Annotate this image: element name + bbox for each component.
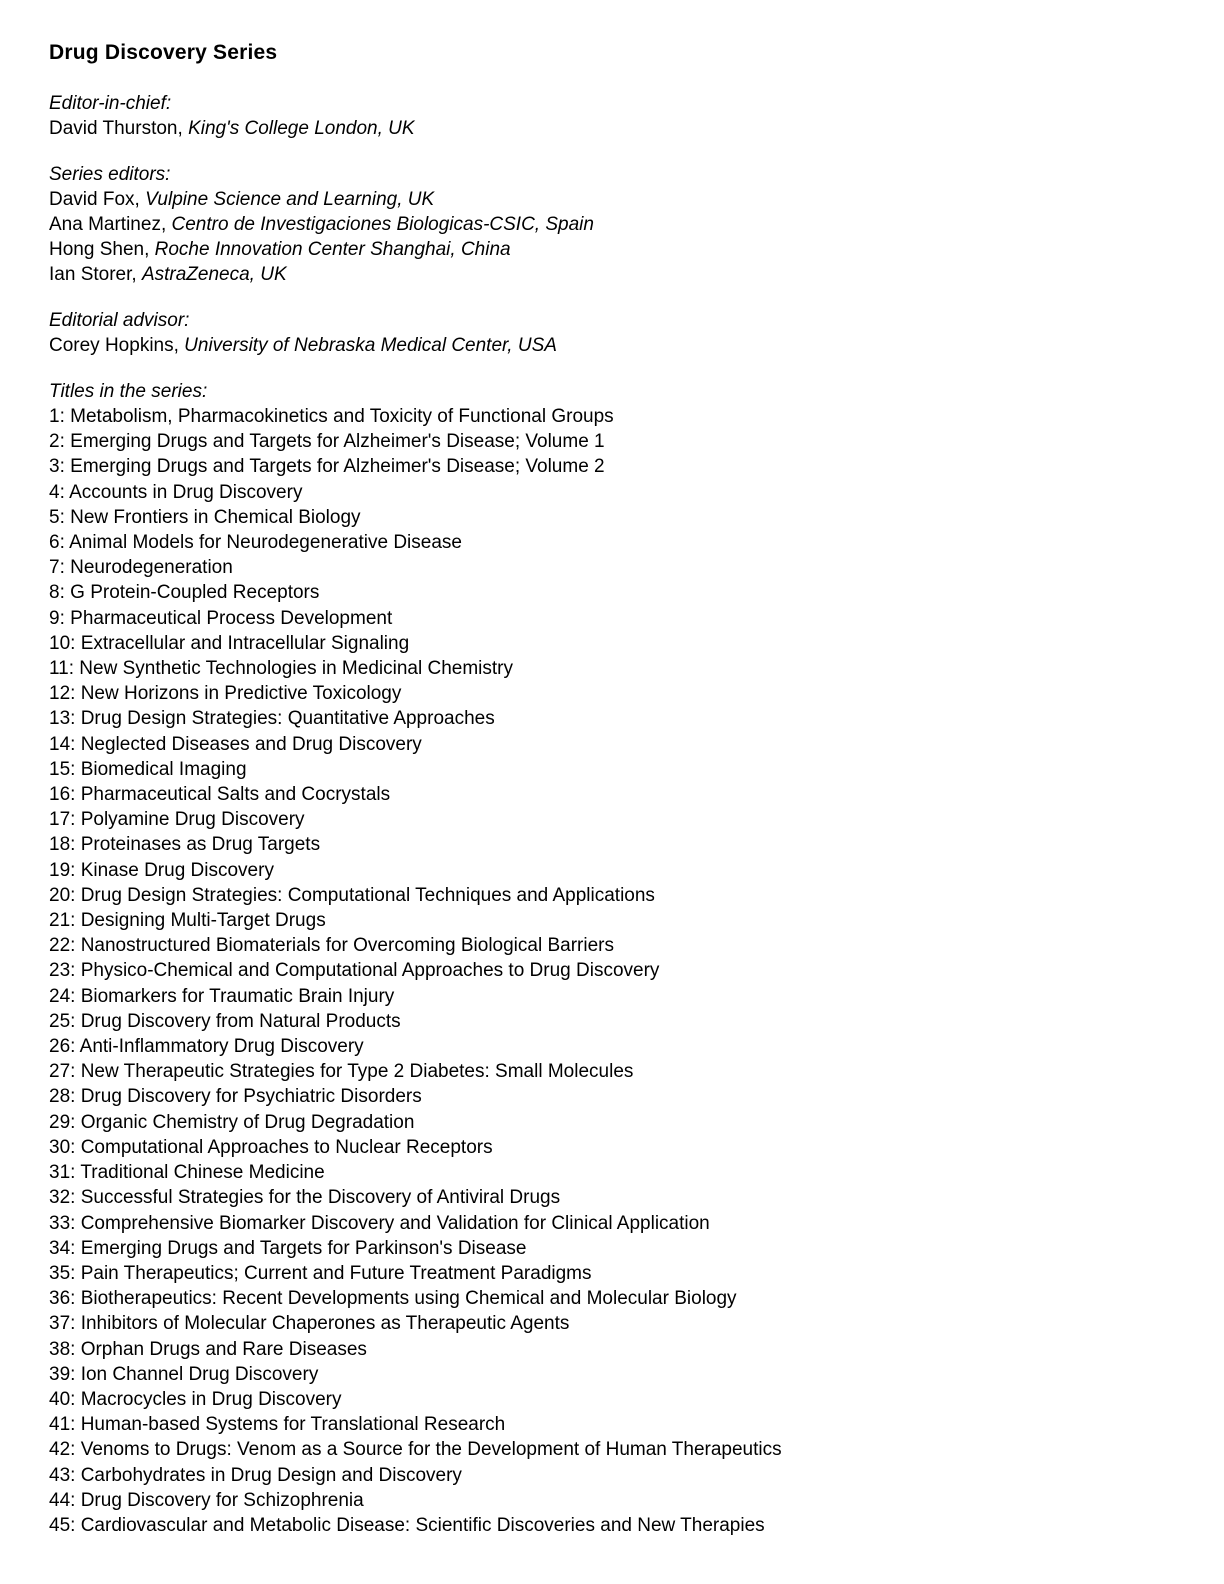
series-title-item xyxy=(49,480,1175,505)
series-title-text: Pharmaceutical Salts and Cocrystals xyxy=(80,784,391,806)
series-title-text: Macrocycles in Drug Discovery xyxy=(80,1388,342,1410)
series-title-item xyxy=(49,858,1175,883)
series-title-item xyxy=(49,1362,1175,1387)
series-titles-list xyxy=(49,404,1175,1538)
series-title-text: Carbohydrates in Drug Design and Discovery xyxy=(80,1464,462,1486)
series-title-number: 35: xyxy=(49,1262,76,1284)
series-title-number: 28: xyxy=(49,1086,76,1108)
series-title-item xyxy=(49,606,1175,631)
series-title-number: 8: xyxy=(49,582,65,604)
series-title-item xyxy=(49,732,1175,757)
series-title-text: Computational Approaches to Nuclear Receptors xyxy=(80,1136,493,1158)
series-title-number: 20: xyxy=(49,884,76,906)
series-title-text: Venoms to Drugs: Venom as a Source for the Development of Human Therapeutics xyxy=(80,1439,782,1461)
series-title-text: Accounts in Drug Discovery xyxy=(69,481,303,503)
series-title-text: Drug Discovery for Psychiatric Disorders xyxy=(80,1086,422,1108)
series-title-text: Pain Therapeutics; Current and Future Treatment Paradigms xyxy=(80,1262,592,1284)
series-title-number: 13: xyxy=(49,708,76,730)
series-title-number: 32: xyxy=(49,1187,76,1209)
series-title-item xyxy=(49,1110,1175,1135)
series-title-text: New Synthetic Technologies in Medicinal Chemistry xyxy=(79,658,513,680)
series-title-text: G Protein-Coupled Receptors xyxy=(70,582,320,604)
series-title-number: 3: xyxy=(49,456,65,478)
series-title-text: Neglected Diseases and Drug Discovery xyxy=(80,733,422,755)
person-affiliation: King's College London, UK xyxy=(188,118,415,139)
series-title-item xyxy=(49,505,1175,530)
series-title-item xyxy=(49,958,1175,983)
titles-in-series-label: Titles in the series: xyxy=(49,381,208,402)
series-title-item xyxy=(49,530,1175,555)
series-title-item xyxy=(49,1311,1175,1336)
series-title-text: Inhibitors of Molecular Chaperones as Therapeutic Agents xyxy=(80,1313,570,1335)
series-title-item xyxy=(49,404,1175,429)
series-title-text: Metabolism, Pharmacokinetics and Toxicity of Functional Groups xyxy=(70,406,614,427)
series-title-number: 18: xyxy=(49,834,76,856)
series-editors-label: Series editors: xyxy=(49,164,171,185)
series-title-item xyxy=(49,1135,1175,1160)
person-name: David Thurston, xyxy=(49,118,183,139)
series-title-item xyxy=(49,681,1175,706)
series-title-number: 45: xyxy=(49,1514,76,1536)
page-title: Drug Discovery Series xyxy=(49,41,278,64)
editorial-advisor-label: Editorial advisor: xyxy=(49,310,190,331)
series-title-text: Biotherapeutics: Recent Developments using Chemical and Molecular Biology xyxy=(80,1288,737,1310)
series-title-number: 21: xyxy=(49,910,76,932)
series-title-text: Orphan Drugs and Rare Diseases xyxy=(80,1338,367,1360)
series-title-item xyxy=(49,933,1175,958)
person-affiliation: University of Nebraska Medical Center, USA xyxy=(184,335,557,356)
series-title-number: 7: xyxy=(49,557,65,579)
person-name: Ana Martinez, xyxy=(49,214,167,235)
series-title-item xyxy=(49,1412,1175,1437)
series-title-number: 23: xyxy=(49,960,76,982)
series-title-item xyxy=(49,706,1175,731)
series-title-number: 5: xyxy=(49,506,65,528)
series-editor-person xyxy=(49,212,1175,237)
series-title-item xyxy=(49,1337,1175,1362)
series-title-number: 25: xyxy=(49,1010,76,1032)
series-editors-list xyxy=(49,187,1175,287)
series-title-number: 44: xyxy=(49,1489,76,1511)
series-title-number: 15: xyxy=(49,758,76,780)
series-editors-section xyxy=(49,162,1175,287)
series-title-item xyxy=(49,555,1175,580)
series-title-text: Pharmaceutical Process Development xyxy=(70,607,393,629)
series-title-text: Biomarkers for Traumatic Brain Injury xyxy=(80,985,395,1007)
series-title-text: New Therapeutic Strategies for Type 2 Diabetes: Small Molecules xyxy=(80,1061,634,1083)
series-title-text: Traditional Chinese Medicine xyxy=(80,1162,325,1184)
series-title-text: Proteinases as Drug Targets xyxy=(80,834,321,856)
editor-in-chief-person xyxy=(49,116,1175,141)
person-name: Corey Hopkins, xyxy=(49,335,179,356)
series-title-number: 27: xyxy=(49,1061,76,1083)
series-title-item xyxy=(49,454,1175,479)
series-title-number: 37: xyxy=(49,1313,76,1335)
series-title-text: Drug Design Strategies: Quantitative Approaches xyxy=(80,708,495,730)
series-title-text: Polyamine Drug Discovery xyxy=(80,809,305,831)
series-title-item xyxy=(49,832,1175,857)
series-title-text: Drug Discovery for Schizophrenia xyxy=(80,1489,364,1511)
person-affiliation: Vulpine Science and Learning, UK xyxy=(145,189,435,210)
series-title-number: 31: xyxy=(49,1162,76,1184)
series-title-item xyxy=(49,1084,1175,1109)
series-title-text: Drug Design Strategies: Computational Techniques and Applications xyxy=(80,884,655,906)
series-title-item xyxy=(49,1387,1175,1412)
series-title-text: Human-based Systems for Translational Research xyxy=(80,1414,506,1436)
editorial-advisor-person xyxy=(49,333,1175,358)
series-title-number: 30: xyxy=(49,1136,76,1158)
series-title-text: Drug Discovery from Natural Products xyxy=(80,1010,401,1032)
series-title-item xyxy=(49,1463,1175,1488)
series-title-number: 36: xyxy=(49,1288,76,1310)
series-title-text: Cardiovascular and Metabolic Disease: Scientific Discoveries and New Therapies xyxy=(80,1514,765,1536)
series-editor-person xyxy=(49,262,1175,287)
series-title-number: 17: xyxy=(49,809,76,831)
series-title-number: 1: xyxy=(49,406,65,427)
series-title-text: Neurodegeneration xyxy=(70,557,233,579)
series-title-text: Emerging Drugs and Targets for Alzheimer's Disease; Volume 1 xyxy=(70,431,605,453)
person-name: David Fox, xyxy=(49,189,140,210)
series-title-number: 4: xyxy=(49,481,65,503)
editorial-advisor-section xyxy=(49,308,1175,358)
series-title-number: 43: xyxy=(49,1464,76,1486)
series-title-item xyxy=(49,1261,1175,1286)
series-title-text: Kinase Drug Discovery xyxy=(80,859,274,881)
series-editor-person xyxy=(49,237,1175,262)
series-title-item xyxy=(49,1185,1175,1210)
series-title-number: 38: xyxy=(49,1338,76,1360)
series-title-text: Extracellular and Intracellular Signaling xyxy=(80,632,410,654)
series-title-item xyxy=(49,782,1175,807)
series-title-item xyxy=(49,757,1175,782)
series-title-number: 40: xyxy=(49,1388,76,1410)
series-title-item xyxy=(49,984,1175,1009)
series-title-number: 6: xyxy=(49,532,65,554)
person-name: Ian Storer, xyxy=(49,264,137,285)
series-title-text: Organic Chemistry of Drug Degradation xyxy=(80,1111,415,1133)
series-title-text: Emerging Drugs and Targets for Parkinson's Disease xyxy=(80,1237,527,1259)
editor-in-chief-section xyxy=(49,91,1175,141)
series-title-number: 39: xyxy=(49,1363,76,1385)
person-name: Hong Shen, xyxy=(49,239,150,260)
series-title-number: 29: xyxy=(49,1111,76,1133)
series-title-number: 26: xyxy=(49,1036,76,1058)
series-title-number: 11: xyxy=(49,658,75,680)
series-title-item xyxy=(49,883,1175,908)
series-title-text: New Frontiers in Chemical Biology xyxy=(70,506,361,528)
series-title-item xyxy=(49,1009,1175,1034)
series-title-item xyxy=(49,656,1175,681)
series-title-number: 22: xyxy=(49,935,76,957)
series-title-text: Nanostructured Biomaterials for Overcoming Biological Barriers xyxy=(80,935,614,957)
series-title-item xyxy=(49,1513,1175,1538)
series-title-item xyxy=(49,1437,1175,1462)
series-title-text: Biomedical Imaging xyxy=(80,758,247,780)
series-title-number: 2: xyxy=(49,431,65,453)
series-title-item xyxy=(49,1236,1175,1261)
series-title-item xyxy=(49,1034,1175,1059)
titles-section xyxy=(49,379,1175,1538)
series-title-text: Successful Strategies for the Discovery of Antiviral Drugs xyxy=(80,1187,561,1209)
series-title-number: 34: xyxy=(49,1237,76,1259)
series-title-text: Comprehensive Biomarker Discovery and Validation for Clinical Application xyxy=(80,1212,710,1234)
series-title-number: 16: xyxy=(49,784,76,806)
series-title-item xyxy=(49,1059,1175,1084)
series-title-number: 9: xyxy=(49,607,65,629)
series-title-number: 33: xyxy=(49,1212,76,1234)
series-title-item xyxy=(49,580,1175,605)
series-title-item xyxy=(49,1211,1175,1236)
series-title-number: 19: xyxy=(49,859,76,881)
series-title-text: Anti-Inflammatory Drug Discovery xyxy=(79,1036,364,1058)
series-title-item xyxy=(49,1286,1175,1311)
series-title-text: Animal Models for Neurodegenerative Disease xyxy=(69,532,462,554)
series-editor-person xyxy=(49,187,1175,212)
series-title-item xyxy=(49,631,1175,656)
series-title-text: Physico-Chemical and Computational Approaches to Drug Discovery xyxy=(80,960,660,982)
series-title-item xyxy=(49,807,1175,832)
series-title-text: Emerging Drugs and Targets for Alzheimer's Disease; Volume 2 xyxy=(70,456,605,478)
editor-in-chief-label: Editor-in-chief: xyxy=(49,93,172,114)
series-title-item xyxy=(49,429,1175,454)
series-title-number: 14: xyxy=(49,733,76,755)
series-title-number: 10: xyxy=(49,632,76,654)
series-title-number: 42: xyxy=(49,1439,76,1461)
series-title-item xyxy=(49,908,1175,933)
series-title-number: 12: xyxy=(49,683,76,705)
series-title-text: Designing Multi-Target Drugs xyxy=(80,910,326,932)
series-title-item xyxy=(49,1160,1175,1185)
series-title-text: Ion Channel Drug Discovery xyxy=(80,1363,319,1385)
person-affiliation: Centro de Investigaciones Biologicas-CSIC, Spain xyxy=(171,214,594,235)
series-title-text: New Horizons in Predictive Toxicology xyxy=(80,683,402,705)
series-title-number: 24: xyxy=(49,985,76,1007)
person-affiliation: Roche Innovation Center Shanghai, China xyxy=(154,239,511,260)
series-title-number: 41: xyxy=(49,1414,76,1436)
series-title-item xyxy=(49,1488,1175,1513)
person-affiliation: AstraZeneca, UK xyxy=(141,264,287,285)
